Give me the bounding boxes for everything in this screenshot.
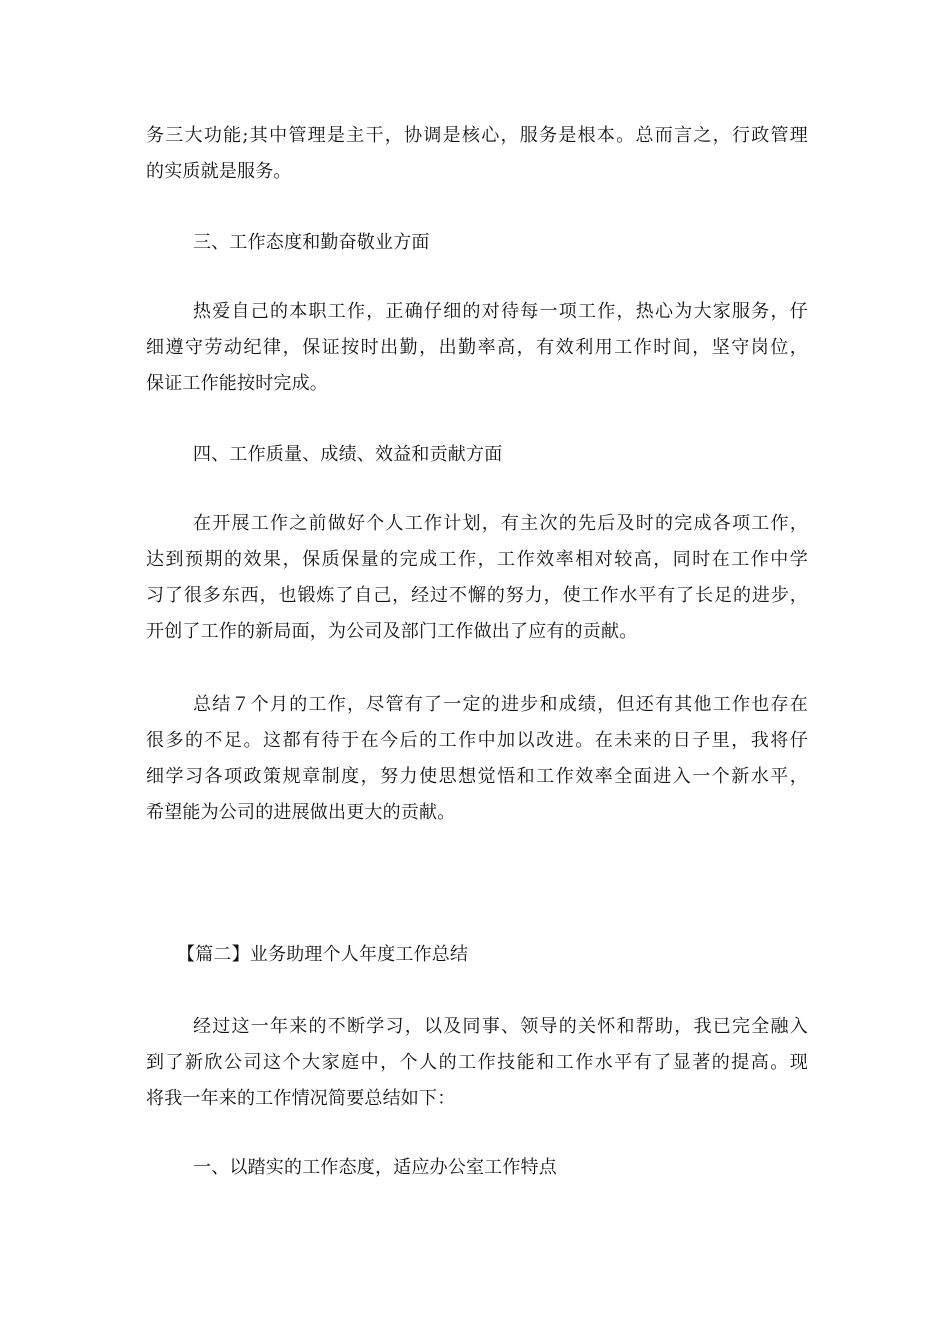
heading-work-quality: [146, 437, 808, 473]
heading-text: 四、工作质量、成绩、效益和贡献方面: [193, 444, 503, 465]
text-line: 细遵守劳动纪律，保证按时出勤，出勤率高，有效利用工作时间，坚守岗位，: [146, 337, 808, 358]
text-line: 的实质就是服务。: [146, 161, 292, 182]
heading-text: 一、以踏实的工作态度，适应办公室工作特点: [193, 1157, 557, 1178]
text-line: 习了很多东西，也锻炼了自己，经过不懈的努力，使工作水平有了长足的进步，: [146, 585, 808, 606]
section-title-text: 【篇二】业务助理个人年度工作总结: [177, 944, 469, 965]
text-line: 到了新欣公司这个大家庭中，个人的工作技能和工作水平有了显著的提高。现: [146, 1052, 808, 1073]
heading-text: 三、工作态度和勤奋敬业方面: [193, 232, 430, 253]
heading-practical-attitude: [146, 1150, 808, 1186]
text-line: 细学习各项政策规章制度，努力使思想觉悟和工作效率全面进入一个新水平，: [146, 766, 808, 787]
text-line: 将我一年来的工作情况简要总结如下：: [146, 1088, 456, 1109]
paragraph-summary: [146, 687, 808, 831]
paragraph-administration-summary: [146, 118, 808, 190]
text-line: 保证工作能按时完成。: [146, 373, 328, 394]
text-line: 务三大功能;其中管理是主干，协调是核心，服务是根本。总而言之，行政管理: [146, 125, 808, 146]
text-line: 经过这一年来的不断学习，以及同事、领导的关怀和帮助，我已完全融入: [193, 1016, 808, 1037]
section-title: [146, 937, 808, 973]
text-line: 希望能为公司的进展做出更大的贡献。: [146, 802, 456, 823]
paragraph-work-quality: [146, 506, 808, 650]
heading-work-attitude: [146, 225, 808, 261]
text-line: 在开展工作之前做好个人工作计划，有主次的先后及时的完成各项工作，: [193, 513, 808, 534]
paragraph-intro: [146, 1009, 808, 1117]
paragraph-work-attitude: [146, 294, 808, 402]
text-line: 达到预期的效果，保质保量的完成工作，工作效率相对较高，同时在工作中学: [146, 549, 808, 570]
text-line: 总结７个月的工作，尽管有了一定的进步和成绩，但还有其他工作也存在: [193, 694, 808, 715]
text-line: 开创了工作的新局面，为公司及部门工作做出了应有的贡献。: [146, 621, 638, 642]
text-line: 热爱自己的本职工作，正确仔细的对待每一项工作，热心为大家服务，仔: [193, 301, 808, 322]
text-line: 很多的不足。这都有待于在今后的工作中加以改进。在未来的日子里，我将仔: [146, 730, 808, 751]
